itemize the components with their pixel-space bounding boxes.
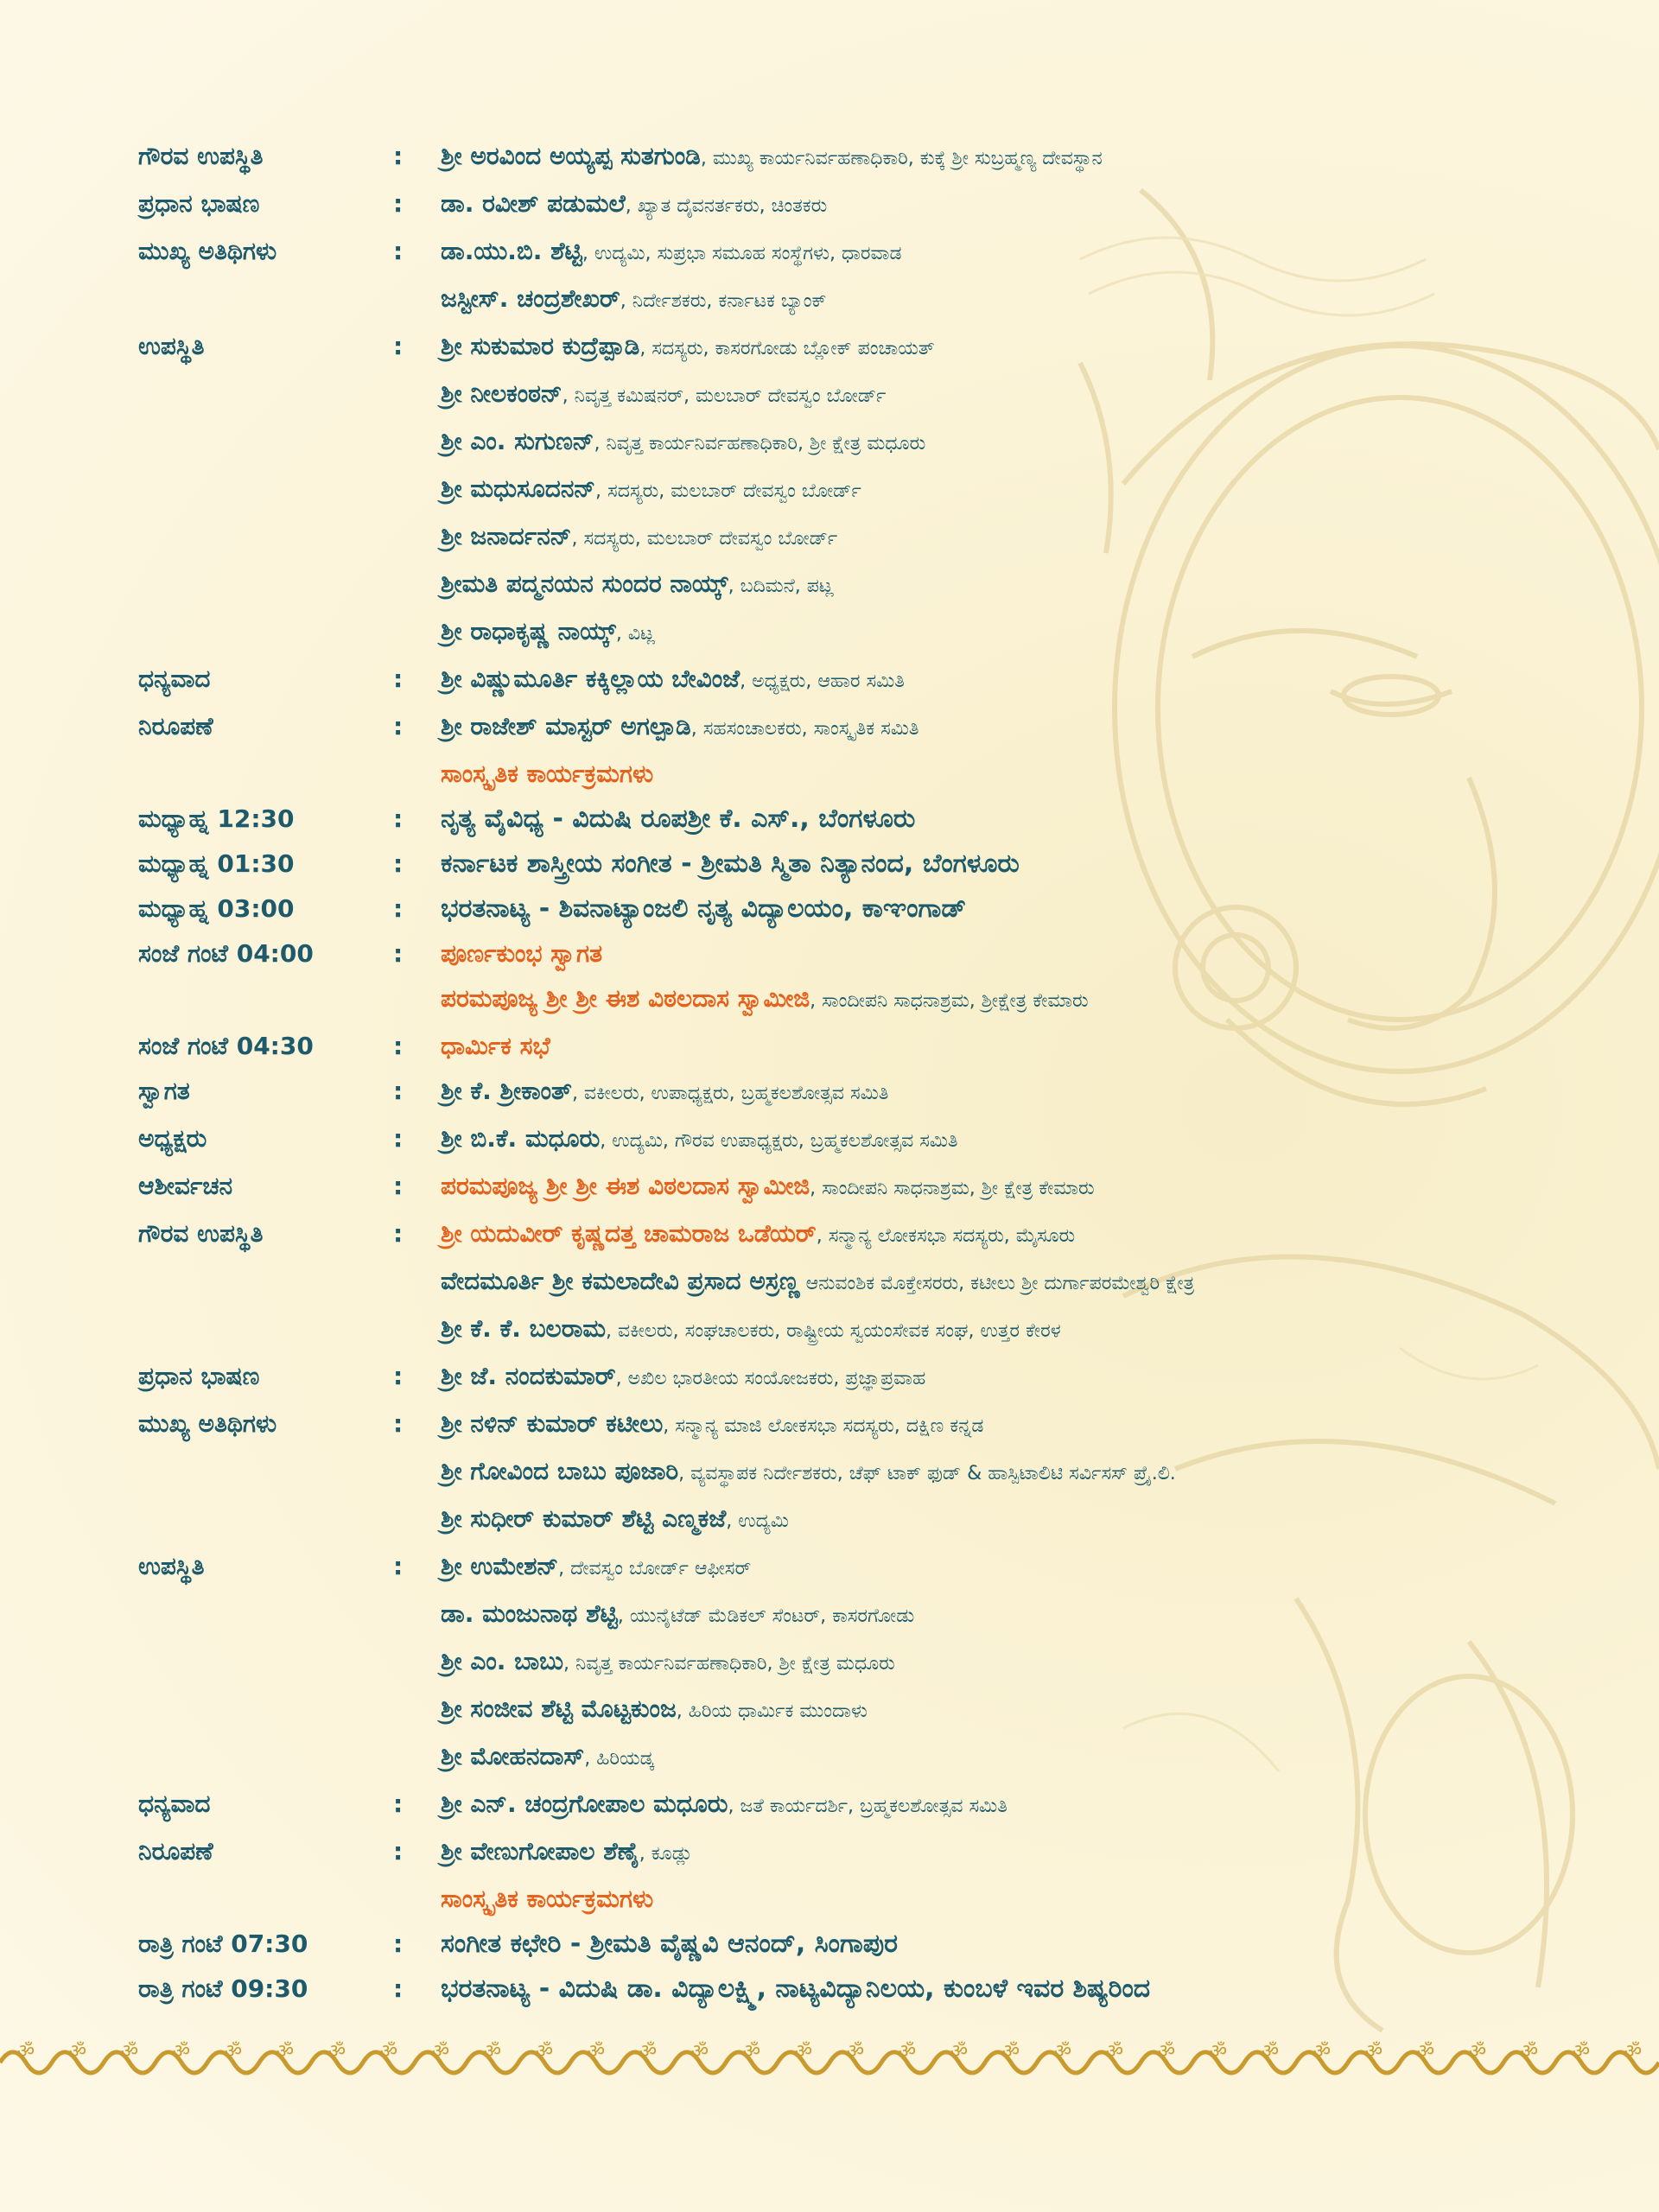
program-row bbox=[138, 1687, 1624, 1734]
person-name: ಡಾ. ರವೀಶ್ ಪಡುಮಲೆ bbox=[441, 189, 626, 218]
person-name: ಜಸ್ಟೀಸ್. ಚಂದ್ರಶೇಖರ್ bbox=[441, 284, 620, 313]
person-name: ಡಾ. ಮಂಜುನಾಥ ಶೆಟ್ಟಿ bbox=[441, 1599, 618, 1628]
person-designation: , ಮುಖ್ಯ ಕಾರ್ಯನಿರ್ವಹಣಾಧಿಕಾರಿ, ಕುಕ್ಕೆ ಶ್ರೀ ಸುಬ್ರಹ್ಮಣ್ಯ ದೇವಸ್ಥಾನ bbox=[700, 148, 1103, 169]
person-name: ಶ್ರೀ ನೀಲಕಂಠನ್ bbox=[441, 379, 563, 408]
row-separator: : bbox=[393, 712, 404, 741]
decorative-om-border bbox=[0, 2035, 1659, 2087]
person-name: ಶ್ರೀ ಎಂ. ಬಾಬು bbox=[441, 1647, 564, 1675]
row-label: ಆಶೀರ್ವಚನ bbox=[138, 1172, 233, 1200]
person-name: ಶ್ರೀ ಜೆ. ನಂದಕುಮಾರ್ bbox=[441, 1362, 616, 1390]
performance-entry: ಭರತನಾಟ್ಯ - ಶಿವನಾಟ್ಯಾಂಜಲಿ ನೃತ್ಯ ವಿದ್ಯಾಲಯಂ, ಕಾಞಂಗಾಡ್ bbox=[441, 893, 967, 924]
person-designation: , ಉದ್ಯಮಿ bbox=[726, 1510, 789, 1532]
row-separator: : bbox=[393, 1409, 404, 1438]
om-symbol-icon: ॐ bbox=[431, 2041, 450, 2063]
person-name: ಶ್ರೀ ನಳಿನ್ ಕುಮಾರ್ ಕಟೀಲು bbox=[441, 1409, 664, 1438]
person-entry bbox=[441, 324, 1624, 372]
row-separator: : bbox=[393, 1124, 404, 1153]
program-row bbox=[138, 1877, 1624, 1922]
person-designation: , ಸಹಸಂಚಾಲಕರು, ಸಾಂಸ್ಕೃತಿಕ ಸಮಿತಿ bbox=[690, 718, 919, 740]
row-separator: : bbox=[393, 332, 404, 360]
row-separator: : bbox=[393, 849, 404, 878]
person-entry bbox=[441, 1544, 1624, 1592]
row-separator: : bbox=[393, 1974, 404, 2003]
om-symbol-icon: ॐ bbox=[120, 2041, 139, 2063]
program-row bbox=[138, 514, 1624, 562]
row-label: ಅಧ್ಯಕ್ಷರು bbox=[138, 1124, 207, 1153]
person-designation: , ಸಾಂದೀಪನಿ ಸಾಧನಾಶ್ರಮ, ಶ್ರೀಕ್ಷೇತ್ರ ಕೇಮಾರು bbox=[810, 990, 1089, 1012]
person-designation: , ಹಿರಿಯಡ್ಕ bbox=[584, 1748, 654, 1770]
person-designation: , ಸದಸ್ಯರು, ಕಾಸರಗೋಡು ಬ್ಲೋಕ್ ಪಂಚಾಯತ್ bbox=[639, 338, 935, 359]
person-entry bbox=[441, 1211, 1624, 1259]
person-name: ಶ್ರೀ ಸುಧೀರ್ ಕುಮಾರ್ ಶೆಟ್ಟಿ ಎಣ್ಮಕಜೆ bbox=[441, 1504, 727, 1533]
person-name: ಶ್ರೀ ಗೋವಿಂದ ಬಾಬು ಪೂಜಾರಿ bbox=[441, 1457, 679, 1485]
person-designation: , ಉದ್ಯಮಿ, ಸುಪ್ರಭಾ ಸಮೂಹ ಸಂಸ್ಥೆಗಳು, ಧಾರವಾಡ bbox=[582, 243, 902, 264]
person-entry bbox=[441, 1829, 1624, 1877]
om-symbol-icon: ॐ bbox=[1520, 2041, 1539, 2063]
person-name: ಶ್ರೀ ಸುಕುಮಾರ ಕುದ್ರೆಪ್ಪಾಡಿ bbox=[441, 332, 640, 360]
om-symbol-icon: ॐ bbox=[1001, 2041, 1020, 2063]
program-row bbox=[138, 1922, 1624, 1967]
person-name: ಶ್ರೀ ಯದುವೀರ್ ಕೃಷ್ಣದತ್ತ ಚಾಮರಾಜ ಒಡೆಯರ್ bbox=[441, 1219, 817, 1248]
om-symbol-icon: ॐ bbox=[379, 2041, 398, 2063]
person-name: ಶ್ರೀ ಎಂ. ಸುಗುಣನ್ bbox=[441, 427, 594, 455]
om-symbol-icon: ॐ bbox=[1157, 2041, 1176, 2063]
person-designation: , ಜತೆ ಕಾರ್ಯದರ್ಶಿ, ಬ್ರಹ್ಮಕಲಶೋತ್ಸವ ಸಮಿತಿ bbox=[728, 1796, 1007, 1817]
person-designation: , ಕೂಡ್ಲು bbox=[639, 1843, 693, 1865]
program-row bbox=[138, 976, 1624, 1024]
program-row bbox=[138, 1734, 1624, 1782]
person-entry bbox=[441, 1354, 1624, 1402]
person-designation: , ವ್ಯವಸ್ಥಾಪಕ ನಿರ್ದೇಶಕರು, ಚೆಫ್ ಟಾಕ್ ಫುಡ್ & ಹಾಸ್ಪಿಟಾಲಿಟಿ ಸರ್ವಿಸಸ್ ಪ್ರೈ.ಲಿ. bbox=[678, 1463, 1176, 1484]
person-designation: , ಹಿರಿಯ ಧಾರ್ಮಿಕ ಮುಂದಾಳು bbox=[676, 1700, 868, 1722]
program-row bbox=[138, 1211, 1624, 1259]
program-row bbox=[138, 419, 1624, 467]
performance-entry: ಕರ್ನಾಟಕ ಶಾಸ್ತ್ರೀಯ ಸಂಗೀತ - ಶ್ರೀಮತಿ ಸ್ಮಿತಾ ನಿತ್ಯಾನಂದ, ಬೆಂಗಳೂರು bbox=[441, 849, 1020, 879]
person-name: ಶ್ರೀ ವಿಷ್ಣುಮೂರ್ತಿ ಕಕ್ಕಿಲ್ಲಾಯ ಬೇವಿಂಜೆ bbox=[441, 664, 741, 693]
person-entry bbox=[441, 419, 1624, 467]
om-symbol-icon: ॐ bbox=[1053, 2041, 1072, 2063]
om-symbol-icon: ॐ bbox=[690, 2041, 709, 2063]
row-label: ಪ್ರಧಾನ ಭಾಷಣ bbox=[138, 189, 260, 218]
person-entry bbox=[441, 514, 1624, 562]
row-separator: : bbox=[393, 894, 404, 923]
person-name: ಶ್ರೀ ರಾಧಾಕೃಷ್ಣ ನಾಯ್ಕ್ bbox=[441, 617, 616, 645]
person-entry bbox=[441, 609, 1624, 657]
om-symbol-icon: ॐ bbox=[224, 2041, 243, 2063]
section-heading: ಧಾರ್ಮಿಕ ಸಭೆ bbox=[441, 1032, 550, 1060]
row-separator: : bbox=[393, 142, 404, 170]
om-symbol-icon: ॐ bbox=[950, 2041, 969, 2063]
person-entry bbox=[441, 1259, 1624, 1306]
person-designation: ಆನುವಂಶಿಕ ಮೊಕ್ತೇಸರರು, ಕಟೀಲು ಶ್ರೀ ದುರ್ಗಾಪರಮೇಶ್ವರಿ ಕ್ಷೇತ್ರ bbox=[799, 1273, 1195, 1294]
om-symbol-icon: ॐ bbox=[172, 2041, 191, 2063]
person-designation: , ವಕೀಲರು, ಉಪಾಧ್ಯಕ್ಷರು, ಬ್ರಹ್ಮಕಲಶೋತ್ಸವ ಸಮಿತಿ bbox=[571, 1083, 889, 1104]
person-designation: , ನಿವೃತ್ತ ಕಮಿಷನರ್, ಮಲಬಾರ್ ದೇವಸ್ವಂ ಬೋರ್ಡ್ bbox=[562, 385, 887, 407]
om-symbol-icon: ॐ bbox=[742, 2041, 761, 2063]
person-name: ವೇದಮೂರ್ತಿ ಶ್ರೀ ಕಮಲಾದೇವಿ ಪ್ರಸಾದ ಅಸ್ರಣ್ಣ bbox=[441, 1267, 800, 1295]
row-label: ಗೌರವ ಉಪಸ್ಥಿತಿ bbox=[138, 142, 264, 170]
program-row bbox=[138, 1639, 1624, 1687]
row-separator: : bbox=[393, 939, 404, 968]
person-designation: , ಸಾಂದೀಪನಿ ಸಾಧನಾಶ್ರಮ, ಶ್ರೀ ಕ್ಷೇತ್ರ ಕೇಮಾರು bbox=[810, 1178, 1095, 1199]
program-row bbox=[138, 1497, 1624, 1544]
om-symbol-icon: ॐ bbox=[1261, 2041, 1280, 2063]
row-label: ಧನ್ಯವಾದ bbox=[138, 1789, 211, 1818]
person-entry bbox=[441, 657, 1624, 704]
person-designation: , ವಿಟ್ಲ bbox=[615, 623, 656, 645]
program-row bbox=[138, 1259, 1624, 1306]
om-symbol-icon: ॐ bbox=[1624, 2041, 1643, 2063]
program-row bbox=[138, 467, 1624, 514]
program-row bbox=[138, 1402, 1624, 1449]
person-name: ಡಾ.ಯು.ಬಿ. ಶೆಟ್ಟಿ bbox=[441, 237, 582, 265]
person-entry bbox=[441, 1782, 1624, 1829]
program-row bbox=[138, 609, 1624, 657]
person-designation: , ಸದಸ್ಯರು, ಮಲಬಾರ್ ದೇವಸ್ವಂ ಬೋರ್ಡ್ bbox=[595, 480, 861, 502]
person-entry bbox=[441, 1402, 1624, 1449]
row-label: ಮುಖ್ಯ ಅತಿಥಿಗಳು bbox=[138, 1409, 277, 1438]
om-symbol-icon: ॐ bbox=[1105, 2041, 1124, 2063]
person-entry bbox=[441, 1497, 1624, 1544]
program-row bbox=[138, 1164, 1624, 1211]
om-symbol-icon: ॐ bbox=[68, 2041, 87, 2063]
person-designation: , ನಿರ್ದೇಶಕರು, ಕರ್ನಾಟಕ ಬ್ಯಾಂಕ್ bbox=[620, 290, 827, 312]
row-label: ಉಪಸ್ಥಿತಿ bbox=[138, 332, 205, 360]
program-schedule bbox=[138, 134, 1624, 2012]
row-separator: : bbox=[393, 1837, 404, 1866]
row-separator: : bbox=[393, 1032, 404, 1060]
person-entry bbox=[441, 372, 1624, 419]
person-name: ಶ್ರೀ ಉಮೇಶನ್ bbox=[441, 1552, 559, 1580]
row-separator: : bbox=[393, 804, 404, 833]
person-entry bbox=[441, 1164, 1624, 1211]
program-row bbox=[138, 181, 1624, 229]
row-separator: : bbox=[393, 664, 404, 693]
om-symbol-icon: ॐ bbox=[327, 2041, 346, 2063]
row-label: ನಿರೂಪಣೆ bbox=[138, 1837, 213, 1866]
program-row bbox=[138, 1829, 1624, 1877]
om-symbol-icon: ॐ bbox=[1468, 2041, 1487, 2063]
program-row bbox=[138, 1354, 1624, 1402]
person-name: ಶ್ರೀ ರಾಜೇಶ್ ಮಾಸ್ಟರ್ ಅಗಲ್ಪಾಡಿ bbox=[441, 712, 691, 741]
program-row bbox=[138, 229, 1624, 276]
person-entry bbox=[441, 1116, 1624, 1164]
row-label: ಗೌರವ ಉಪಸ್ಥಿತಿ bbox=[138, 1219, 264, 1248]
program-row bbox=[138, 887, 1624, 931]
person-designation: , ಖ್ಯಾತ ದೈವನರ್ತಕರು, ಚಿಂತಕರು bbox=[625, 195, 828, 217]
om-symbol-icon: ॐ bbox=[794, 2041, 813, 2063]
person-designation: , ಯುನೈಟೆಡ್ ಮೆಡಿಕಲ್ ಸೆಂಟರ್, ಕಾಸರಗೋಡು bbox=[617, 1605, 915, 1627]
person-entry bbox=[441, 1592, 1624, 1639]
person-entry bbox=[441, 1069, 1624, 1116]
person-entry bbox=[441, 562, 1624, 609]
program-row bbox=[138, 752, 1624, 797]
section-heading: ಸಾಂಸ್ಕೃತಿಕ ಕಾರ್ಯಕ್ರಮಗಳು bbox=[441, 1885, 654, 1913]
program-row bbox=[138, 276, 1624, 324]
person-name: ಪರಮಪೂಜ್ಯ ಶ್ರೀ ಶ್ರೀ ಈಶ ವಿಠಲದಾಸ ಸ್ವಾಮೀಜಿ bbox=[441, 1172, 810, 1200]
person-designation: , ಸನ್ಮಾನ್ಯ ಲೋಕಸಭಾ ಸದಸ್ಯರು, ಮೈಸೂರು bbox=[816, 1225, 1076, 1247]
program-row bbox=[138, 657, 1624, 704]
person-entry bbox=[441, 976, 1624, 1024]
person-entry bbox=[441, 1306, 1624, 1354]
program-row bbox=[138, 562, 1624, 609]
program-row bbox=[138, 1024, 1624, 1069]
row-label: ಮುಖ್ಯ ಅತಿಥಿಗಳು bbox=[138, 237, 277, 265]
person-designation: , ವಕೀಲರು, ಸಂಘಚಾಲಕರು, ರಾಷ್ಟ್ರೀಯ ಸ್ವಯಂಸೇವಕ ಸಂಘ, ಉತ್ತರ ಕೇರಳ bbox=[606, 1320, 1061, 1342]
om-symbol-icon: ॐ bbox=[535, 2041, 554, 2063]
person-entry bbox=[441, 134, 1624, 181]
person-entry bbox=[441, 1687, 1624, 1734]
program-row bbox=[138, 704, 1624, 752]
row-label: ಮಧ್ಯಾಹ್ನ 03:00 bbox=[138, 894, 295, 923]
om-symbol-icon: ॐ bbox=[1209, 2041, 1228, 2063]
row-separator: : bbox=[393, 1789, 404, 1818]
program-row bbox=[138, 931, 1624, 976]
person-name: ಶ್ರೀ ಜನಾರ್ದನನ್ bbox=[441, 522, 572, 550]
person-name: ಶ್ರೀ ಬಿ.ಕೆ. ಮಧೂರು bbox=[441, 1124, 601, 1153]
om-symbol-icon: ॐ bbox=[483, 2041, 502, 2063]
performance-entry: ಸಂಗೀತ ಕಛೇರಿ - ಶ್ರೀಮತಿ ವೈಷ್ಣವಿ ಆನಂದ್, ಸಿಂಗಾಪುರ bbox=[441, 1929, 899, 1959]
row-separator: : bbox=[393, 1929, 404, 1958]
row-label: ರಾತ್ರಿ ಗಂಟೆ 07:30 bbox=[138, 1929, 308, 1958]
om-symbol-icon: ॐ bbox=[16, 2041, 35, 2063]
program-row bbox=[138, 1592, 1624, 1639]
person-entry bbox=[441, 1734, 1624, 1782]
person-name: ಶ್ರೀ ಎನ್. ಚಂದ್ರಗೋಪಾಲ ಮಧೂರು bbox=[441, 1789, 728, 1818]
person-entry bbox=[441, 704, 1624, 752]
row-label: ಧನ್ಯವಾದ bbox=[138, 664, 211, 693]
row-label: ನಿರೂಪಣೆ bbox=[138, 712, 213, 741]
program-row bbox=[138, 1967, 1624, 2012]
om-symbol-icon: ॐ bbox=[276, 2041, 295, 2063]
program-row bbox=[138, 1306, 1624, 1354]
person-entry bbox=[441, 1639, 1624, 1687]
om-symbol-icon: ॐ bbox=[1572, 2041, 1591, 2063]
performance-entry: ನೃತ್ಯ ವೈವಿಧ್ಯ - ವಿದುಷಿ ರೂಪಶ್ರೀ ಕೆ. ಎಸ್., ಬೆಂಗಳೂರು bbox=[441, 804, 916, 834]
person-designation: , ಸನ್ಮಾನ್ಯ ಮಾಜಿ ಲೋಕಸಭಾ ಸದಸ್ಯರು, ದಕ್ಷಿಣ ಕನ್ನಡ bbox=[663, 1415, 984, 1437]
program-row bbox=[138, 324, 1624, 372]
person-designation: , ನಿವೃತ್ತ ಕಾರ್ಯನಿರ್ವಹಣಾಧಿಕಾರಿ, ಶ್ರೀ ಕ್ಷೇತ್ರ ಮಧೂರು bbox=[563, 1653, 895, 1675]
person-name: ಶ್ರೀ ಕೆ. ಶ್ರೀಕಾಂತ್ bbox=[441, 1077, 572, 1105]
program-row bbox=[138, 134, 1624, 181]
person-name: ಶ್ರೀ ವೇಣುಗೋಪಾಲ ಶೆಣೈ bbox=[441, 1837, 639, 1866]
row-label: ಮಧ್ಯಾಹ್ನ 01:30 bbox=[138, 849, 295, 878]
om-symbol-icon: ॐ bbox=[1416, 2041, 1435, 2063]
person-entry bbox=[441, 181, 1624, 229]
program-row bbox=[138, 372, 1624, 419]
row-separator: : bbox=[393, 1172, 404, 1200]
row-label: ಪ್ರಧಾನ ಭಾಷಣ bbox=[138, 1362, 260, 1390]
person-entry bbox=[441, 276, 1624, 324]
wave-line bbox=[0, 2052, 1659, 2073]
row-label: ಸ್ವಾಗತ bbox=[138, 1077, 190, 1105]
program-row bbox=[138, 842, 1624, 887]
row-label: ಮಧ್ಯಾಹ್ನ 12:30 bbox=[138, 804, 295, 833]
person-entry bbox=[441, 1449, 1624, 1497]
section-heading: ಪೂರ್ಣಕುಂಭ ಸ್ವಾಗತ bbox=[441, 939, 603, 968]
person-entry bbox=[441, 467, 1624, 514]
program-row bbox=[138, 1069, 1624, 1116]
om-symbol-icon: ॐ bbox=[898, 2041, 917, 2063]
person-designation: , ಅಧ್ಯಕ್ಷರು, ಆಹಾರ ಸಮಿತಿ bbox=[740, 671, 905, 692]
performance-entry: ಭರತನಾಟ್ಯ - ವಿದುಷಿ ಡಾ. ವಿದ್ಯಾಲಕ್ಷ್ಮಿ, ನಾಟ್ಯವಿದ್ಯಾನಿಲಯ, ಕುಂಬಳೆ ಇವರ ಶಿಷ್ಯರಿಂದ bbox=[441, 1974, 1151, 2004]
person-designation: , ನಿವೃತ್ತ ಕಾರ್ಯನಿರ್ವಹಣಾಧಿಕಾರಿ, ಶ್ರೀ ಕ್ಷೇತ್ರ ಮಧೂರು bbox=[594, 433, 926, 454]
row-separator: : bbox=[393, 237, 404, 265]
row-separator: : bbox=[393, 1552, 404, 1580]
row-separator: : bbox=[393, 1077, 404, 1105]
person-name: ಪರಮಪೂಜ್ಯ ಶ್ರೀ ಶ್ರೀ ಈಶ ವಿಠಲದಾಸ ಸ್ವಾಮೀಜಿ bbox=[441, 984, 810, 1013]
person-designation: , ಸದಸ್ಯರು, ಮಲಬಾರ್ ದೇವಸ್ವಂ ಬೋರ್ಡ್ bbox=[571, 528, 838, 550]
om-symbol-icon: ॐ bbox=[1313, 2041, 1332, 2063]
om-symbol-icon: ॐ bbox=[846, 2041, 865, 2063]
program-row bbox=[138, 797, 1624, 842]
person-designation: , ಉದ್ಯಮಿ, ಗೌರವ ಉಪಾಧ್ಯಕ್ಷರು, ಬ್ರಹ್ಮಕಲಶೋತ್ಸವ ಸಮಿತಿ bbox=[600, 1130, 958, 1152]
program-row bbox=[138, 1782, 1624, 1829]
row-separator: : bbox=[393, 189, 404, 218]
row-label: ಸಂಜೆ ಗಂಟೆ 04:00 bbox=[138, 939, 314, 968]
om-symbol-icon: ॐ bbox=[1364, 2041, 1383, 2063]
person-designation: , ಬದಿಮನೆ, ಪಟ್ಲ bbox=[728, 575, 834, 597]
section-heading: ಸಾಂಸ್ಕೃತಿಕ ಕಾರ್ಯಕ್ರಮಗಳು bbox=[441, 760, 654, 788]
row-separator: : bbox=[393, 1362, 404, 1390]
person-name: ಶ್ರೀ ಸಂಜೀವ ಶೆಟ್ಟಿ ಮೊಟ್ಟಕುಂಜ bbox=[441, 1694, 677, 1723]
person-name: ಶ್ರೀ ಅರವಿಂದ ಅಯ್ಯಪ್ಪ ಸುತಗುಂಡಿ bbox=[441, 142, 701, 170]
program-row bbox=[138, 1544, 1624, 1592]
program-row bbox=[138, 1116, 1624, 1164]
person-name: ಶ್ರೀ ಮಧುಸೂದನನ್ bbox=[441, 474, 596, 503]
row-label: ರಾತ್ರಿ ಗಂಟೆ 09:30 bbox=[138, 1974, 308, 2003]
row-separator: : bbox=[393, 1219, 404, 1248]
person-designation: , ಅಖಿಲ ಭಾರತೀಯ ಸಂಯೋಜಕರು, ಪ್ರಜ್ಞಾಪ್ರವಾಹ bbox=[615, 1368, 926, 1389]
person-name: ಶ್ರೀ ಕೆ. ಕೆ. ಬಲರಾಮ bbox=[441, 1314, 607, 1343]
row-label: ಉಪಸ್ಥಿತಿ bbox=[138, 1552, 205, 1580]
program-row bbox=[138, 1449, 1624, 1497]
person-entry bbox=[441, 229, 1624, 276]
om-symbol-icon: ॐ bbox=[587, 2041, 606, 2063]
person-name: ಶ್ರೀಮತಿ ಪದ್ಮನಯನ ಸುಂದರ ನಾಯ್ಕ್ bbox=[441, 569, 728, 598]
om-symbol-icon: ॐ bbox=[639, 2041, 658, 2063]
person-designation: , ದೇವಸ್ವಂ ಬೋರ್ಡ್ ಆಫೀಸರ್ bbox=[558, 1558, 752, 1580]
row-label: ಸಂಜೆ ಗಂಟೆ 04:30 bbox=[138, 1032, 314, 1060]
person-name: ಶ್ರೀ ಮೋಹನದಾಸ್ bbox=[441, 1742, 585, 1770]
